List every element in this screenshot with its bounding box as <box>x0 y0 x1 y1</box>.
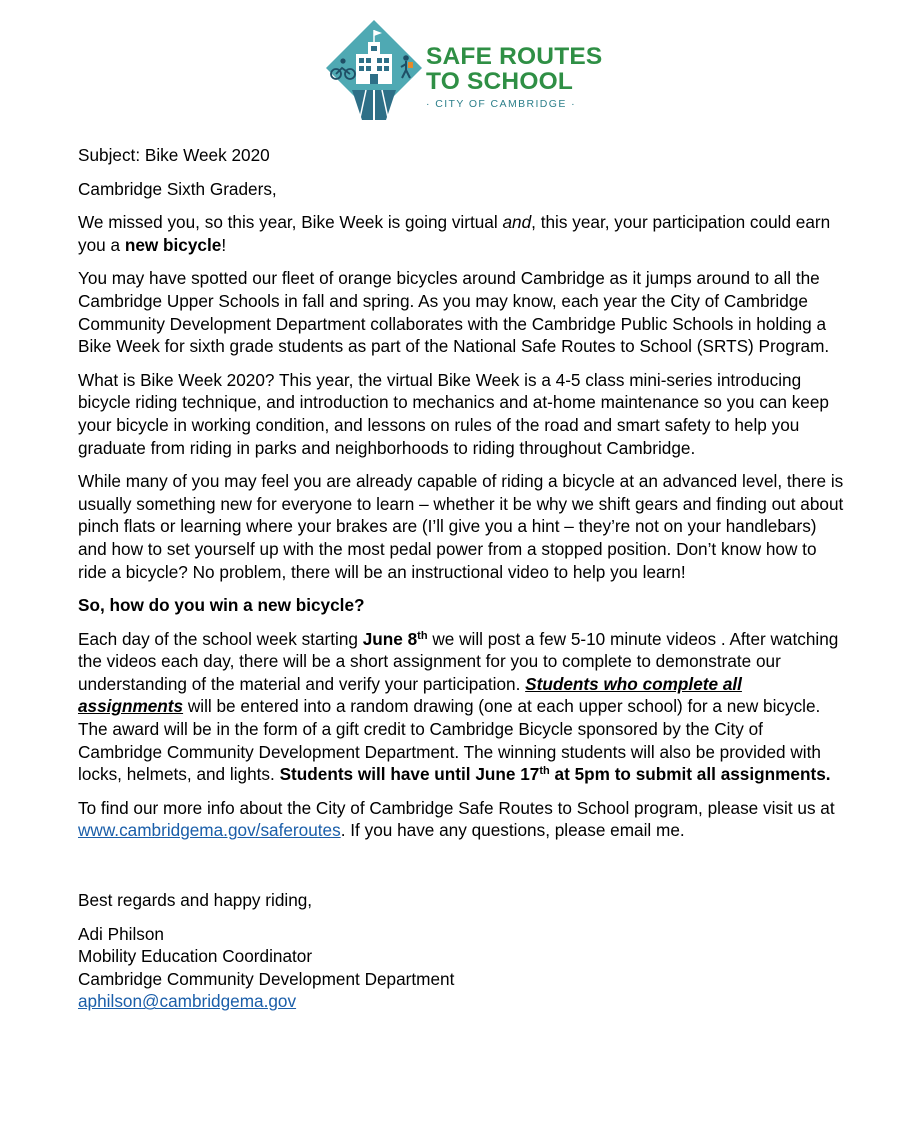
paragraph-fleet: You may have spotted our fleet of orange bicycles around Cambridge as it jumps around to all the Cambridge Upper Schools in fall and spring. As you may know, each year the City of Cambridge Community Development Department collaborates with the Cambridge Public Schools in holding a Bike Week for sixth grade students as part of the National Safe Routes to School (SRTS) Program. <box>78 268 830 357</box>
paragraph-what-is-bike-week: What is Bike Week 2020? This year, the virtual Bike Week is a 4-5 class mini-series introducing bicycle riding technique, and introduction to mechanics and at-home maintenance so you can keep your bicycle in working condition, and lessons on rules of the road and smart safety to help you graduate from riding in parks and neighborhoods to riding throughout Cambridge. <box>78 369 829 458</box>
question-text: So, how do you win a new bicycle? <box>78 595 365 616</box>
underlined-text: Students who complete all assignments <box>78 673 742 717</box>
bold-text <box>280 764 831 784</box>
text: will be entered into a random drawing (one at each upper school) for a new bicycle. The award will be in the form of a gift credit to Cambridge Bicycle sponsored by the City of Cambridge Community Development Department. The winning students will also be provided with locks, helmets, and lights. <box>78 696 821 785</box>
logo-title-line2: TO SCHOOL <box>426 68 573 95</box>
paragraph-learning: While many of you may feel you are already capable of riding a bicycle at an advanced level, there is usually something new for everyone to learn – whether it be why we shift gears and finding out about pinch flats or learning where your brakes are (I’ll give you a hint – they’re not on your handlebars) and how to set yourself up with the most pedal power from a stopped position. Don’t know how to ride a bicycle? No problem, there will be an instructional video to help you learn! <box>78 471 844 582</box>
deadline-text: Students will have until June 17 <box>279 764 540 785</box>
logo-title-line1: SAFE ROUTES <box>426 43 603 70</box>
text: We missed you, so this year, Bike Week is going virtual <box>78 212 503 233</box>
text: Each day of the school week starting <box>78 628 363 649</box>
paragraph-intro <box>78 211 848 256</box>
text: , this year, your participation could earn you a <box>78 212 831 255</box>
paragraph-more-info <box>78 797 848 842</box>
text: ! <box>221 234 227 255</box>
superscript: th <box>539 765 550 778</box>
school-diamond-icon <box>322 18 426 120</box>
deadline-text-end: at 5pm to submit all assignments. <box>549 764 831 785</box>
logo-title <box>426 44 602 94</box>
logo-subline: · CITY OF CAMBRIDGE · <box>426 98 576 110</box>
text: . If you have any questions, please email me. <box>340 820 685 841</box>
question-heading <box>78 594 848 617</box>
text: we will post a few 5-10 minute videos . After watching the videos each day, there will be a short assignment for you to complete to demonstrate our understanding of the material and verify your participation. <box>78 628 839 694</box>
subject-line: Subject: Bike Week 2020 <box>78 145 270 165</box>
date-text: June 8 <box>362 628 418 649</box>
emphasis-text: and <box>502 212 532 233</box>
paragraph-contest <box>78 628 848 786</box>
email-link[interactable]: aphilson@cambridgema.gov <box>78 991 297 1012</box>
superscript: th <box>417 629 428 642</box>
saferoutes-link[interactable]: www.cambridgema.gov/saferoutes <box>78 820 341 841</box>
signature-department: Cambridge Community Development Department <box>78 968 455 989</box>
bold-text <box>363 629 428 649</box>
bold-text: new bicycle <box>124 234 222 255</box>
signature-name: Adi Philson <box>78 923 164 944</box>
text: To find our more info about the City of Cambridge Safe Routes to School program, please visit us at <box>78 797 835 818</box>
greeting: Cambridge Sixth Graders, <box>78 178 277 199</box>
closing: Best regards and happy riding, <box>78 890 313 911</box>
letter-body <box>78 144 848 1013</box>
spacer <box>78 853 848 889</box>
safe-routes-logo <box>322 18 604 120</box>
signature-block <box>78 923 848 1013</box>
signature-email-line <box>78 990 848 1013</box>
signature-title: Mobility Education Coordinator <box>78 946 313 967</box>
